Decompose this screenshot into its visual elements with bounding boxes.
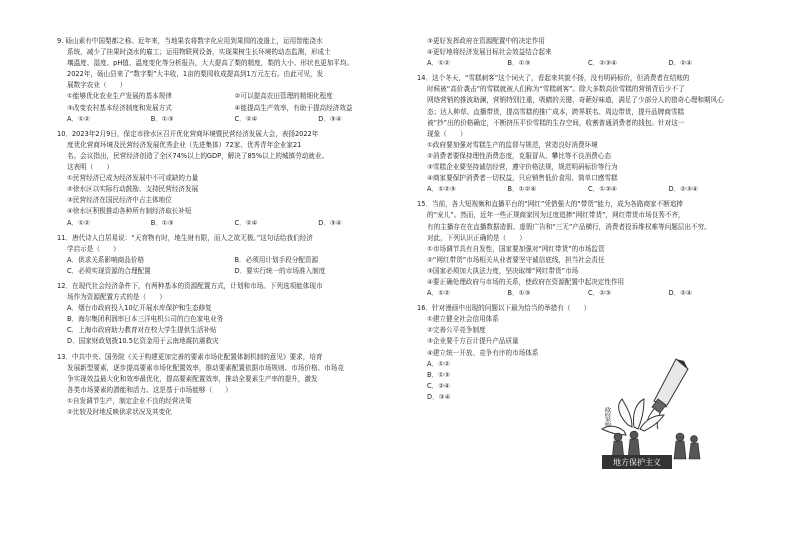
q10-option-c[interactable]: C．②④ [234, 218, 258, 227]
question-15 [417, 199, 749, 299]
q9-line: 2022年，砀山县来了“数字梨”大丰收，1亩的梨园收成提高到1万元左右。由此可见，发 [67, 70, 324, 79]
q12-line: 场作为资源配置方式的是（ ） [67, 293, 166, 302]
q9-items-row [57, 91, 402, 102]
q9-line: 壤温度、湿度、pH值、温度变化等分析报告，大大提高了梨的精度，梨的大小、形状也更加平均。 [67, 59, 354, 68]
q11-option-d[interactable]: D．要实行统一的市场准入制度 [234, 266, 326, 275]
q10-line: 名。会议指出，民营经济创造了全区74%以上的GDP，解决了85%以上的城镇劳动就业。 [67, 151, 329, 160]
q15-option-d[interactable]: D．②④ [668, 289, 692, 298]
q9-line: 9. 砀山素有中国梨都之称。近年来，当地果农将数字化应用到果园的凌遏上，运用智能浇水 [57, 37, 323, 45]
q11-line: 11．唐代诗人白居易说：“天育物有时，地生财有限，而人之欲无极。”这句话给我们经济 [57, 233, 313, 242]
q16-option-a[interactable]: A．①② [427, 359, 450, 368]
q14-option-a[interactable]: A．①②③ [427, 185, 456, 194]
q10-item: ②徐水区以实际行动鼓励、支持民营经济发展 [67, 185, 199, 194]
q16-line: 16．针对漫画中出现的问题以下最为恰当的举措有（ ） [417, 304, 591, 313]
q9-option-a[interactable]: A．①② [67, 114, 90, 123]
q13-options [417, 58, 749, 69]
cartoon-tag-label: 政府采购 [604, 407, 612, 435]
q9-item: ②可以提高农田管理的精细化程度 [234, 92, 333, 101]
q14-line: 态；达人种草、直播带货，提高雪糕的推广成本，跨界联名、周边带货，提升品牌商雪糕 [427, 107, 685, 116]
question-14 [417, 73, 749, 195]
q11-options-row [57, 266, 402, 277]
q10-item: ①民营经济已成为经济发展中不可或缺的力量 [67, 174, 199, 183]
q15-line: 15．当前，各大短视频和直播平台的“网红”凭借强大的“带货”能力，成为各路商家不断追捧 [417, 200, 684, 209]
q9-option-d[interactable]: D．③④ [318, 114, 342, 123]
q11-option-b[interactable]: B．必须用计划手段分配资源 [234, 255, 319, 264]
q13-item: ①自发调节生产，制定企业不良的经营决策 [67, 396, 192, 405]
q15-option-b[interactable]: B．①③ [507, 289, 531, 298]
question-13 [57, 352, 402, 419]
q14-option-c[interactable]: C．①③④ [588, 185, 617, 194]
q9-items-row [57, 103, 402, 114]
q15-line: 有的主播存在在直播数据造假、虚假广告和“三无”产品横行，消费者投诉维权难等问题层出不穷。 [427, 222, 711, 231]
q13-line: 争实现效益最大化和效率最优化，提高要素配置效率，推动全要素生产率的提升，激发 [67, 374, 318, 383]
q13-item: ③更好发挥政府在资源配置中的决定作用 [427, 37, 546, 45]
q15-line: 对此，下列认识正确的是（ ） [427, 233, 526, 242]
q16-option-b[interactable]: B．①③ [427, 370, 450, 379]
q15-item: ①市场调节具有自发性，国家要加强对“网红带货”的市场监管 [427, 244, 605, 253]
q13-item: ④更好地将经济发展目标社会效益结合起来 [427, 48, 552, 57]
question-12 [57, 281, 402, 348]
q14-item: ③雪糕企业要坚持诚信经营，遵守价格法规，规范明码标价等行为 [427, 163, 618, 172]
q11-option-c[interactable]: C．必须实现资源的合理配置 [67, 266, 151, 275]
q16-option-c[interactable]: C．②④ [427, 381, 451, 390]
q14-line: 被“抄”出的价格确定，不断挤压平价雪糕的生存空间，收割普通消费者的钱包。针对这一 [427, 118, 685, 127]
q14-options [417, 184, 749, 195]
q10-option-b[interactable]: B．①③ [150, 218, 174, 227]
q10-option-a[interactable]: A．①② [67, 218, 90, 227]
q12-option-b[interactable]: B．海尔集团利润率日本三洋电机公司的白色家电业务 [67, 315, 224, 324]
q14-line: 现象（ ） [427, 129, 467, 138]
question-11 [57, 233, 402, 277]
q14-line: 时候被“高价袭击”的雪糕就被人们称为“雪糕刺客”。除大多数高价雪糕的营销背后少不了 [427, 85, 685, 94]
right-column [417, 36, 749, 403]
q15-item: ③国家必须加大执法力度，坚决取缔“网红带货”市场 [427, 266, 579, 275]
q12-option-c[interactable]: C．上海市政府助力教育对在校大学生提供生活补贴 [67, 326, 217, 335]
q16-item: ②完善公平竞争制度 [427, 326, 486, 335]
q10-item: ④徐水区积极推动各种所有制经济取长补短 [67, 207, 192, 216]
q12-line: 12．在现代社会经济条件下，有两种基本的资源配置方式，计划和市场。下列选项能体现市 [57, 281, 323, 290]
question-9 [57, 36, 402, 125]
q14-line: 14．这个冬天，“雪糕刺客”这个词火了，看起来其貌不扬，没有明码标价，但消费者在结账的 [417, 74, 690, 83]
question-10 [57, 129, 402, 229]
q13-line: 发展新型要素，逐步提高要素市场化配置效率，推动要素配置依据市场规则、市场价格、市场竞 [67, 363, 344, 372]
q14-option-d[interactable]: D．②③④ [668, 185, 698, 194]
q13-line: 13．中共中央、国务院《关于构建更加完善的要素市场化配置体制机制的意见》要求，培育 [57, 352, 323, 361]
q14-line: 网络营销的推波助澜，营销特别注重，吸睛的关键、奇葩好味道，满足了少部分人的猎奇心理和期风心 [427, 96, 724, 105]
q15-line: 的“宠儿”。然而，近年一些正规商家因为过度追捧“网红带货”，网红带货市场良莠不齐， [427, 211, 685, 220]
q10-line: 这表明（ ） [67, 163, 114, 172]
q10-option-d[interactable]: D．③④ [318, 218, 342, 227]
cartoon-banner-label: 地方保护主义 [613, 458, 661, 467]
q11-line: 学启示是（ ） [67, 244, 120, 253]
q14-item: ④商家要保护消费者一切权益，只应销售低价食用、简单口感雪糕 [427, 174, 618, 183]
q14-item: ②消费者要保持理性消费态度，克服冒从、攀比等不良消费心态 [427, 151, 611, 160]
question-13-continued [417, 36, 749, 69]
q10-options [57, 218, 402, 229]
q16-item: ④建立统一开放、竞争有序的市场体系 [427, 348, 539, 357]
cartoon-illustration [588, 355, 722, 473]
q15-options [417, 288, 749, 299]
q12-option-d[interactable]: D．国家财政划拨10.5亿资金用于云南地震抗震救灾 [67, 337, 219, 346]
q9-line: 系统，减少了挂果时浇水的雇工；运用物联网设备，实现果树生长环境的动态监测，形成土 [67, 48, 331, 57]
q9-option-c[interactable]: C．②④ [234, 114, 258, 123]
q15-item: ②“网红带货”市场相关从业者要坚守诚信底线，担当社会责任 [427, 255, 605, 264]
q11-options-row [57, 255, 402, 266]
q13-option-d[interactable]: D．②④ [668, 59, 692, 68]
q10-line: 度优化营商环境及民营经济发展优秀企业（先进集体）72家、优秀青年企业家21 [67, 140, 302, 149]
q14-option-b[interactable]: B．①②④ [507, 185, 537, 194]
q9-item: ④能提高生产效率，有助于提高经济效益 [234, 103, 353, 112]
q13-line: 各类市场要素的潜能和活力。这是基于市场能够（ ） [67, 385, 232, 394]
q13-option-a[interactable]: A．①② [427, 59, 450, 68]
q16-item: ③企业要千方百计提升产品质量 [427, 337, 519, 346]
q10-line: 10．2023年2月9日，保定市徐水区召开优化营商环境暨民营经济发展大会，表扬2022年 [57, 129, 319, 138]
q14-item: ①政府要加强对雪糕生产的监督与规范，营造良好消费环境 [427, 140, 598, 149]
q9-option-b[interactable]: B．①③ [150, 114, 174, 123]
q10-item: ③民营经济在国民经济中占主体地位 [67, 196, 172, 205]
q9-line: 展数字农业（ ） [67, 81, 127, 90]
q13-option-b[interactable]: B．①③ [507, 59, 531, 68]
q15-option-c[interactable]: C．②③ [588, 289, 612, 298]
q16-option-d[interactable]: D．③④ [427, 392, 451, 401]
q9-item: ③改变农村基本经济制度和发展方式 [67, 103, 172, 112]
q9-options [57, 114, 402, 125]
q15-item: ④要正确处理政府与市场的关系，使政府在资源配置中起决定性作用 [427, 277, 625, 286]
q15-option-a[interactable]: A．①② [427, 289, 450, 298]
q9-item: ①能够优化农业生产发展的基本规律 [67, 92, 172, 101]
q12-option-a[interactable]: A．烟台市政府投入10亿开展水库保护和生态修复 [67, 304, 212, 313]
q13-option-c[interactable]: C．②③④ [588, 59, 617, 68]
q16-item: ①建立健全社会信用体系 [427, 315, 499, 324]
left-column [57, 36, 402, 418]
q11-option-a[interactable]: A．供求关系影响商品价格 [67, 255, 145, 264]
q13-item: ②比较及时地反映供求状况及其变化 [67, 408, 172, 416]
